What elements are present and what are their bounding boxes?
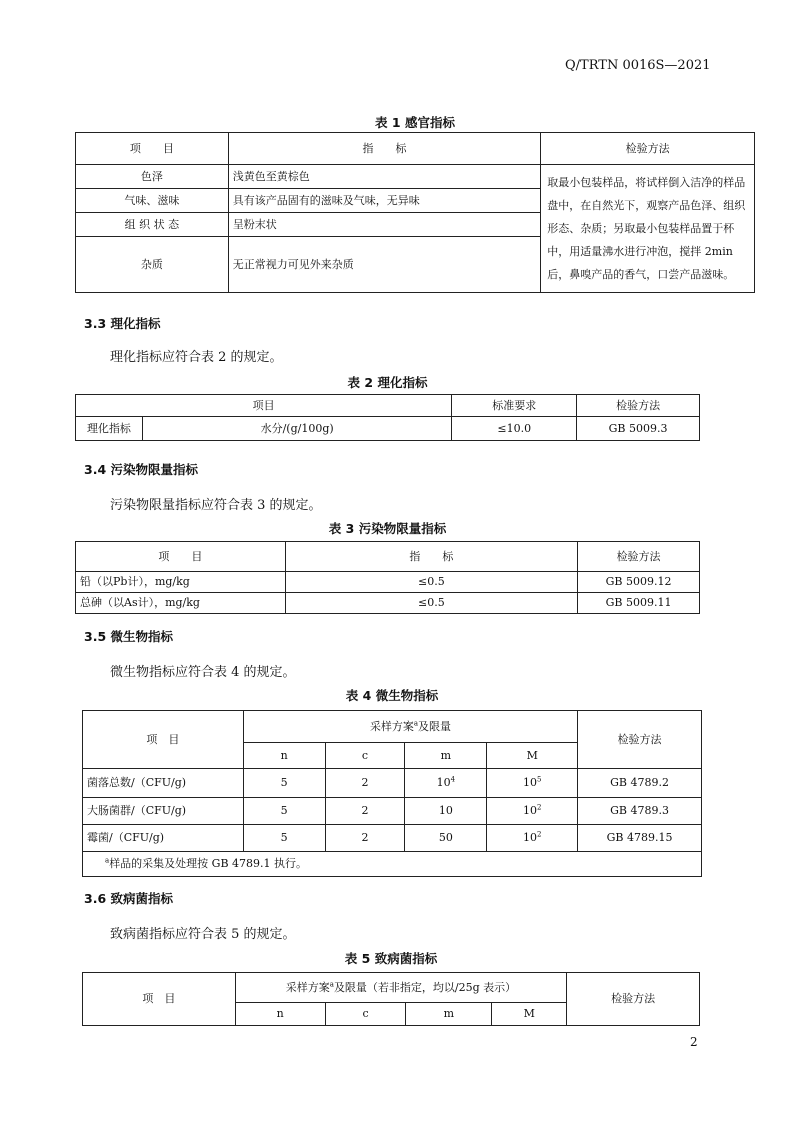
header-standard: 标准要求 [452,395,577,417]
header-sampling-plan [235,973,566,1003]
header-item: 项 目 [83,711,244,769]
pathogen-table [82,972,700,1026]
table-header-row [76,542,700,572]
row-item: 大肠菌群/（CFU/g) [83,798,244,825]
M-exponent: 5 [536,775,542,784]
row-n: 5 [243,769,325,798]
table5-caption: 表 5 致病菌指标 [344,951,438,966]
physicochemical-table [75,394,700,441]
row-m [405,825,487,852]
row-item: 铅（以Pb计），mg/kg [76,572,286,593]
table-row [76,572,700,593]
header-item: 项 目 [76,542,286,572]
header-method: 检验方法 [541,133,755,165]
table-row [83,798,702,825]
subheader-c: c [325,1003,406,1026]
header-method: 检验方法 [567,973,700,1026]
m-base: 10 [436,776,451,790]
table-row [76,417,700,441]
row-n: 5 [243,798,325,825]
page-number: 2 [690,1035,698,1049]
row-item: 总砷（以As计），mg/kg [76,593,286,614]
row-c: 2 [325,825,405,852]
header-method: 检验方法 [578,542,700,572]
table-row [83,769,702,798]
row-item: 气味、滋味 [76,189,229,213]
M-exponent: 2 [536,830,542,839]
row-item: 组 织 状 态 [76,213,229,237]
plan-label: 采样方案 [285,980,330,994]
row-n: 5 [243,825,325,852]
row-item: 色泽 [76,165,229,189]
table4-caption: 表 4 微生物指标 [345,688,439,703]
table-header-row [83,711,702,743]
m-base: 10 [438,804,453,818]
row-value: 无正常视力可见外来杂质 [228,237,541,293]
row-method: GB 4789.2 [578,769,702,798]
plan-label-suffix: 及限量（若非指定，均以/25g 表示） [333,980,517,994]
header-method: 检验方法 [578,711,702,769]
table-header-row [76,133,755,165]
document-number: Q/TRTN 0016S—2021 [565,58,711,73]
section-heading: 3.4 污染物限量指标 [84,462,198,477]
table-header-row [76,395,700,417]
sensory-table [75,132,755,293]
row-value: 浅黄色至黄棕色 [228,165,541,189]
row-item: 杂质 [76,237,229,293]
header-sampling-plan [243,711,577,743]
row-c: 2 [325,769,405,798]
row-value: 具有该产品固有的滋味及气味，无异味 [228,189,541,213]
row-method: GB 4789.15 [578,825,702,852]
plan-label: 采样方案 [369,719,414,733]
subheader-c: c [325,743,405,769]
row-item: 菌落总数/（CFU/g) [83,769,244,798]
row-standard: ≤10.0 [452,417,577,441]
M-exponent: 2 [536,803,542,812]
section-heading: 3.3 理化指标 [84,316,161,331]
subheader-m: m [405,743,487,769]
row-m [405,769,487,798]
header-indicator: 指 标 [228,133,541,165]
M-base: 10 [522,804,537,818]
table-footnote [83,852,702,877]
header-item: 项 目 [83,973,236,1026]
row-value: ≤0.5 [285,593,577,614]
subheader-M: M [487,743,578,769]
row-method: GB 5009.12 [578,572,700,593]
section-text: 致病菌指标应符合表 5 的规定。 [110,927,296,942]
footnote-text: 样品的采集及处理按 GB 4789.1 执行。 [109,857,308,871]
subheader-n: n [243,743,325,769]
section-text: 微生物指标应符合表 4 的规定。 [110,665,296,680]
footnote-marker: a [329,980,334,989]
row-method: GB 4789.3 [578,798,702,825]
header-method: 检验方法 [577,395,700,417]
row-method: GB 5009.11 [578,593,700,614]
subheader-n: n [235,1003,325,1026]
row-M [487,798,578,825]
row-M [487,769,578,798]
header-item: 项 目 [76,133,229,165]
table-row [76,593,700,614]
row-c: 2 [325,798,405,825]
table1-caption: 表 1 感官指标 [375,115,455,130]
section-text: 理化指标应符合表 2 的规定。 [110,350,283,365]
footnote-marker: a [413,719,419,728]
subheader-m: m [406,1003,492,1026]
table-row [76,165,755,189]
row-M [487,825,578,852]
table-header-row [83,973,700,1003]
contaminant-table [75,541,700,614]
section-heading: 3.6 致病菌指标 [84,891,173,906]
table2-caption: 表 2 理化指标 [347,375,428,390]
table3-caption: 表 3 污染物限量指标 [328,521,447,536]
row-m [405,798,487,825]
footnote-marker: a [105,856,110,865]
row-method: GB 5009.3 [577,417,700,441]
microbial-table [82,710,702,877]
header-item: 项目 [76,395,452,417]
row-group: 理化指标 [76,417,143,441]
sensory-method: 取最小包装样品，将试样倒入洁净的样品盘中，在自然光下，观察产品色泽、组织形态、杂质；另取最小包装样品置于杯中，用适量沸水进行冲泡，搅拌 2min 后，鼻嗅产品的香气，口尝产品滋味。 [541,165,755,293]
row-value: ≤0.5 [285,572,577,593]
M-base: 10 [522,776,537,790]
row-value: 呈粉末状 [228,213,541,237]
row-item: 水分/(g/100g) [142,417,451,441]
section-heading: 3.5 微生物指标 [84,629,173,644]
table-footnote-row [83,852,702,877]
m-exponent: 4 [450,775,456,784]
header-indicator: 指 标 [285,542,577,572]
M-base: 10 [522,831,537,845]
section-text: 污染物限量指标应符合表 3 的规定。 [110,498,322,513]
plan-label-suffix: 及限量 [418,719,452,733]
table-row [83,825,702,852]
m-base: 50 [438,831,453,845]
row-item: 霉菌/（CFU/g) [83,825,244,852]
subheader-M: M [492,1003,567,1026]
